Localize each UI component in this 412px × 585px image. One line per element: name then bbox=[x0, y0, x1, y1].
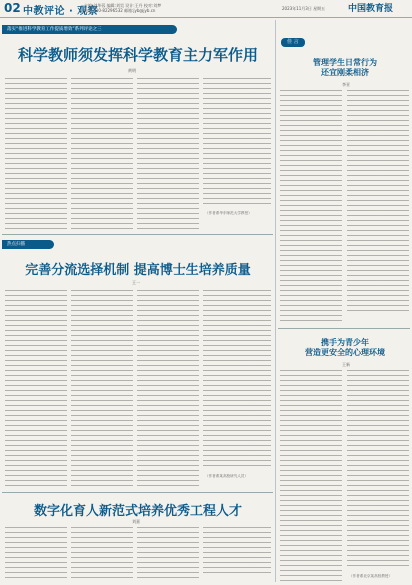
article1-byline: 黄明 bbox=[128, 68, 136, 73]
article3-text-col3 bbox=[137, 527, 199, 582]
article2-text-col4 bbox=[203, 290, 271, 470]
article2-text-col2 bbox=[71, 290, 133, 488]
editor-info bbox=[84, 3, 264, 13]
article3-title: 数字化育人新范式培养优秀工程人才 bbox=[33, 504, 242, 519]
article1-text-col4 bbox=[203, 78, 271, 208]
section-name: 中教评论 · 观察 bbox=[23, 6, 99, 17]
section-divider bbox=[2, 492, 273, 493]
commentary-label: 佳 言 bbox=[281, 38, 305, 47]
article2-text-col3 bbox=[137, 290, 199, 488]
editor-line-2: 电话:010-82296532 邮箱:jyb@jyb.cn bbox=[84, 8, 156, 13]
article3-text-col4 bbox=[203, 527, 271, 577]
issue-date: 2023年11月3日 星期五 bbox=[282, 6, 326, 11]
article4-text-col2 bbox=[347, 90, 409, 315]
article4-title-line-1: 管理学生日常行为 bbox=[313, 58, 377, 67]
article1-text-col1 bbox=[5, 78, 67, 230]
masthead-logo: 中国教育报 bbox=[348, 4, 394, 14]
article1-title: 科学教师须发挥科学教育主力军作用 bbox=[17, 46, 258, 64]
article5-text-col2 bbox=[347, 370, 409, 570]
article3-byline: 刘嘉 bbox=[132, 519, 140, 524]
article5-title-line-2: 营造更安全的心理环境 bbox=[305, 348, 385, 357]
article3-text-col1 bbox=[5, 527, 67, 582]
section-divider bbox=[2, 234, 273, 235]
article5-title bbox=[280, 338, 410, 358]
article5-author-note: （作者系北京某高校教授） bbox=[349, 574, 393, 578]
editor-line-1: 主编:刘华蓉 编辑:刘昊 设计:王丹 校对:刘梦 bbox=[84, 3, 162, 8]
article2-author-note: （作者系某高校研究人员） bbox=[205, 474, 249, 478]
section-divider bbox=[278, 328, 410, 329]
article1-text-col2 bbox=[71, 78, 133, 230]
article4-title-line-2: 还宜刚柔相济 bbox=[321, 68, 369, 77]
article5-text-col1 bbox=[280, 370, 342, 582]
article3-text-col2 bbox=[71, 527, 133, 582]
column-divider bbox=[275, 20, 276, 582]
article5-byline: 王新 bbox=[342, 362, 350, 367]
hot-topic-banner: 热点扫描 bbox=[2, 240, 54, 249]
article2-byline: 王一 bbox=[132, 280, 140, 285]
page-header bbox=[0, 0, 412, 18]
article5-title-line-1: 携手为青少年 bbox=[321, 338, 369, 347]
article2-title: 完善分流选择机制 提高博士生培养质量 bbox=[25, 263, 251, 278]
article4-text-col1 bbox=[280, 90, 342, 322]
article2-text-col1 bbox=[5, 290, 67, 488]
article1-text-col3 bbox=[137, 78, 199, 230]
page-number: 02 bbox=[4, 1, 21, 15]
article1-author-note: （作者系华东师范大学教授） bbox=[205, 211, 252, 215]
series-banner: 落实“推进科学教育工作提质增效”系列评论之三 bbox=[2, 25, 177, 34]
article4-byline: 李亚 bbox=[342, 82, 350, 87]
article4-title bbox=[280, 58, 410, 78]
